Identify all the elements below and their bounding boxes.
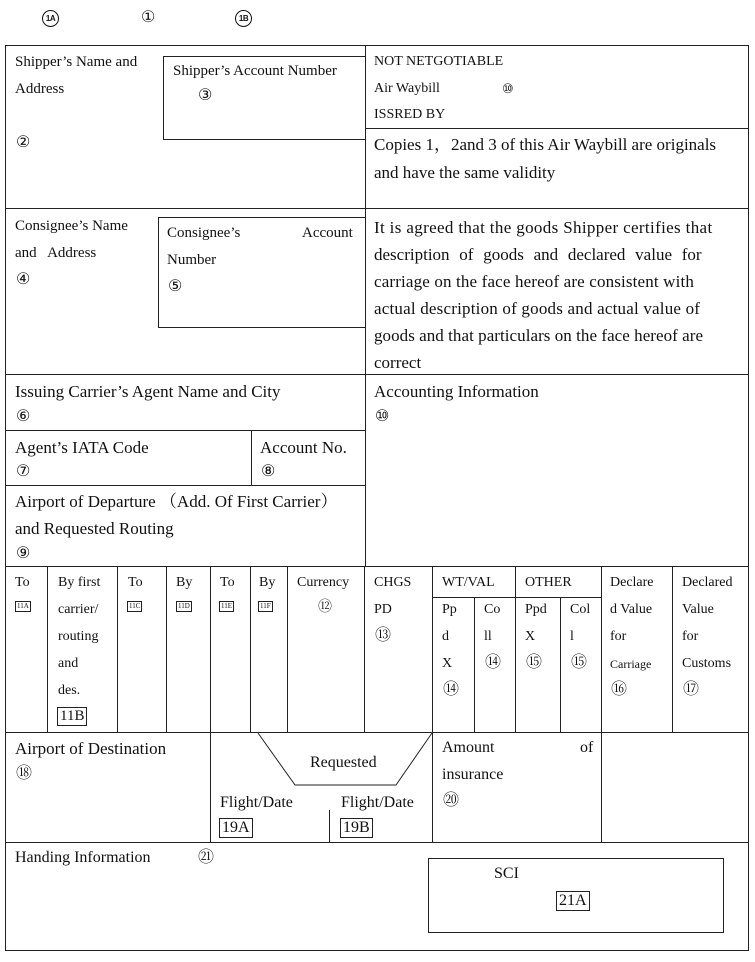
agreement-line1: It is agreed that the goods Shipper certifies that (374, 218, 713, 237)
routing-by3-label: By (259, 575, 276, 590)
routing-byfirst-l4: and (58, 656, 79, 671)
destination-marker: ⑱ (16, 765, 33, 782)
routing-wt-ppd-l1: Pp (442, 602, 457, 617)
consignee-account-label-b: Account (302, 225, 353, 241)
accounting-info-label: Accounting Information (374, 382, 539, 401)
consignee-account-label-a: Consignee’s (167, 225, 241, 241)
departure-marker: ⑨ (16, 545, 31, 562)
destination-label: Airport of Destination (15, 739, 167, 758)
agreement-line2: description of goods and declared value for (374, 245, 702, 264)
routing-wt-coll-l2: ll (484, 629, 492, 644)
routing-dvcu-l1: Declared (682, 575, 733, 590)
routing-chgs-marker: ⑬ (375, 627, 392, 644)
routing-by2-code: 11D (178, 602, 190, 610)
routing-byfirst-l5: des. (58, 683, 81, 698)
routing-to1-label: To (15, 575, 30, 590)
flight-date-a-code: 19A (219, 818, 253, 838)
air-waybill-marker: ⑩ (502, 81, 514, 96)
agent-name-city-marker: ⑥ (16, 408, 31, 425)
routing-wt-coll-l1: Co (484, 602, 501, 617)
routing-ot-coll-marker: ⑮ (571, 654, 588, 671)
routing-dvcu-l4: Customs (682, 656, 732, 671)
label-1a-marker: 1A (42, 10, 59, 27)
routing-other-label: OTHER (525, 575, 572, 590)
insurance-amount-label: Amount (442, 739, 495, 756)
consignee-name-label: Consignee’s Name (15, 218, 128, 234)
routing-to2-label: To (128, 575, 143, 590)
routing-ot-ppd-l2: X (525, 629, 536, 644)
agreement-line3: carriage on the face hereof are consistent with (374, 272, 694, 291)
copies-text-line1: Copies 1，2and 3 of this Air Waybill are originals (374, 135, 717, 154)
not-negotiable-label: NOT NETGOTIABLE (374, 54, 504, 69)
label-1b-marker: 1B (235, 10, 252, 27)
insurance-marker: ⑳ (443, 792, 460, 809)
routing-by2-label: By (176, 575, 193, 590)
departure-label-line2: and Requested Routing (15, 519, 174, 538)
label-1-marker: ① (141, 9, 156, 26)
consignee-account-number-label: Number (167, 252, 217, 268)
shipper-name-marker: ② (16, 134, 31, 151)
issued-by-label: ISSRED BY (374, 107, 446, 122)
agreement-line4: actual description of goods and actual value of (374, 299, 701, 318)
agent-iata-code-label: Agent’s IATA Code (15, 438, 149, 457)
shipper-address-label: Address (15, 81, 65, 97)
routing-byfirst-l2: carrier/ (58, 602, 99, 617)
routing-wt-coll-marker: ⑭ (485, 654, 502, 671)
routing-dvcu-l2: Value (682, 602, 714, 617)
consignee-name-marker: ④ (16, 271, 31, 288)
agreement-line5: goods and that particulars on the face hereof are (374, 326, 704, 345)
routing-ot-ppd-l1: Ppd (525, 602, 547, 617)
handling-info-label: Handing Information (15, 849, 151, 866)
sci-label: SCI (494, 865, 519, 882)
routing-dvc-l1: Declare (610, 575, 654, 590)
routing-byfirst-l1: By first (58, 575, 101, 590)
departure-label-line1: Airport of Departure （Add. Of First Carrier） (15, 492, 338, 511)
routing-to1-code: 11A (17, 602, 29, 610)
copies-text-line2: and have the same validity (374, 163, 556, 182)
routing-ot-ppd-marker: ⑮ (526, 654, 543, 671)
insurance-of-label: of (580, 739, 594, 756)
shipper-account-label: Shipper’s Account Number (173, 63, 337, 79)
routing-chgs-label: CHGS (374, 575, 412, 590)
agent-name-city-label: Issuing Carrier’s Agent Name and City (15, 382, 281, 401)
routing-byfirst-code: 11B (57, 707, 87, 726)
routing-dvc-l4: Carriage (610, 657, 652, 671)
routing-dvc-marker: ⑯ (611, 681, 628, 698)
routing-ot-coll-l1: Col (570, 602, 591, 617)
accounting-info-marker: ⑩ (375, 408, 390, 425)
routing-ot-coll-l2: l (570, 629, 574, 644)
routing-dvcu-marker: ⑰ (683, 681, 700, 698)
routing-dvc-l2: d Value (610, 602, 653, 617)
flight-date-b-label: Flight/Date (341, 794, 414, 811)
routing-wt-ppd-l2: d (442, 629, 449, 644)
consignee-account-marker: ⑤ (168, 278, 183, 295)
air-waybill-label: Air Waybill (374, 81, 440, 96)
routing-wt-ppd-l3: X (442, 656, 453, 671)
handling-info-marker: ㉑ (198, 849, 215, 866)
routing-dvcu-l3: for (682, 629, 699, 644)
routing-currency-marker: ⑫ (318, 600, 332, 615)
sci-code: 21A (556, 891, 590, 911)
insurance-label: insurance (442, 766, 504, 783)
routing-pd-label: PD (374, 602, 392, 617)
routing-dvc-l3: for (610, 629, 627, 644)
routing-byfirst-l3: routing (58, 629, 99, 644)
shipper-name-label: Shipper’s Name and (15, 54, 138, 70)
agent-iata-code-marker: ⑦ (16, 463, 31, 480)
routing-to3-code: 11E (221, 602, 233, 610)
routing-wtval-label: WT/VAL (442, 575, 495, 590)
routing-by3-code: 11F (260, 602, 271, 610)
shipper-account-marker: ③ (198, 87, 213, 104)
requested-label: Requested (310, 754, 377, 771)
flight-date-a-label: Flight/Date (220, 794, 293, 811)
consignee-address-label: and Address (15, 245, 97, 261)
routing-to2-code: 11C (129, 602, 141, 610)
routing-wt-ppd-marker: ⑭ (443, 681, 460, 698)
agent-account-no-label: Account No. (260, 438, 347, 457)
flight-date-b-code: 19B (340, 818, 373, 838)
routing-to3-label: To (220, 575, 235, 590)
agreement-line6: correct (374, 353, 422, 372)
agent-account-no-marker: ⑧ (261, 463, 276, 480)
routing-currency-label: Currency (297, 575, 350, 590)
